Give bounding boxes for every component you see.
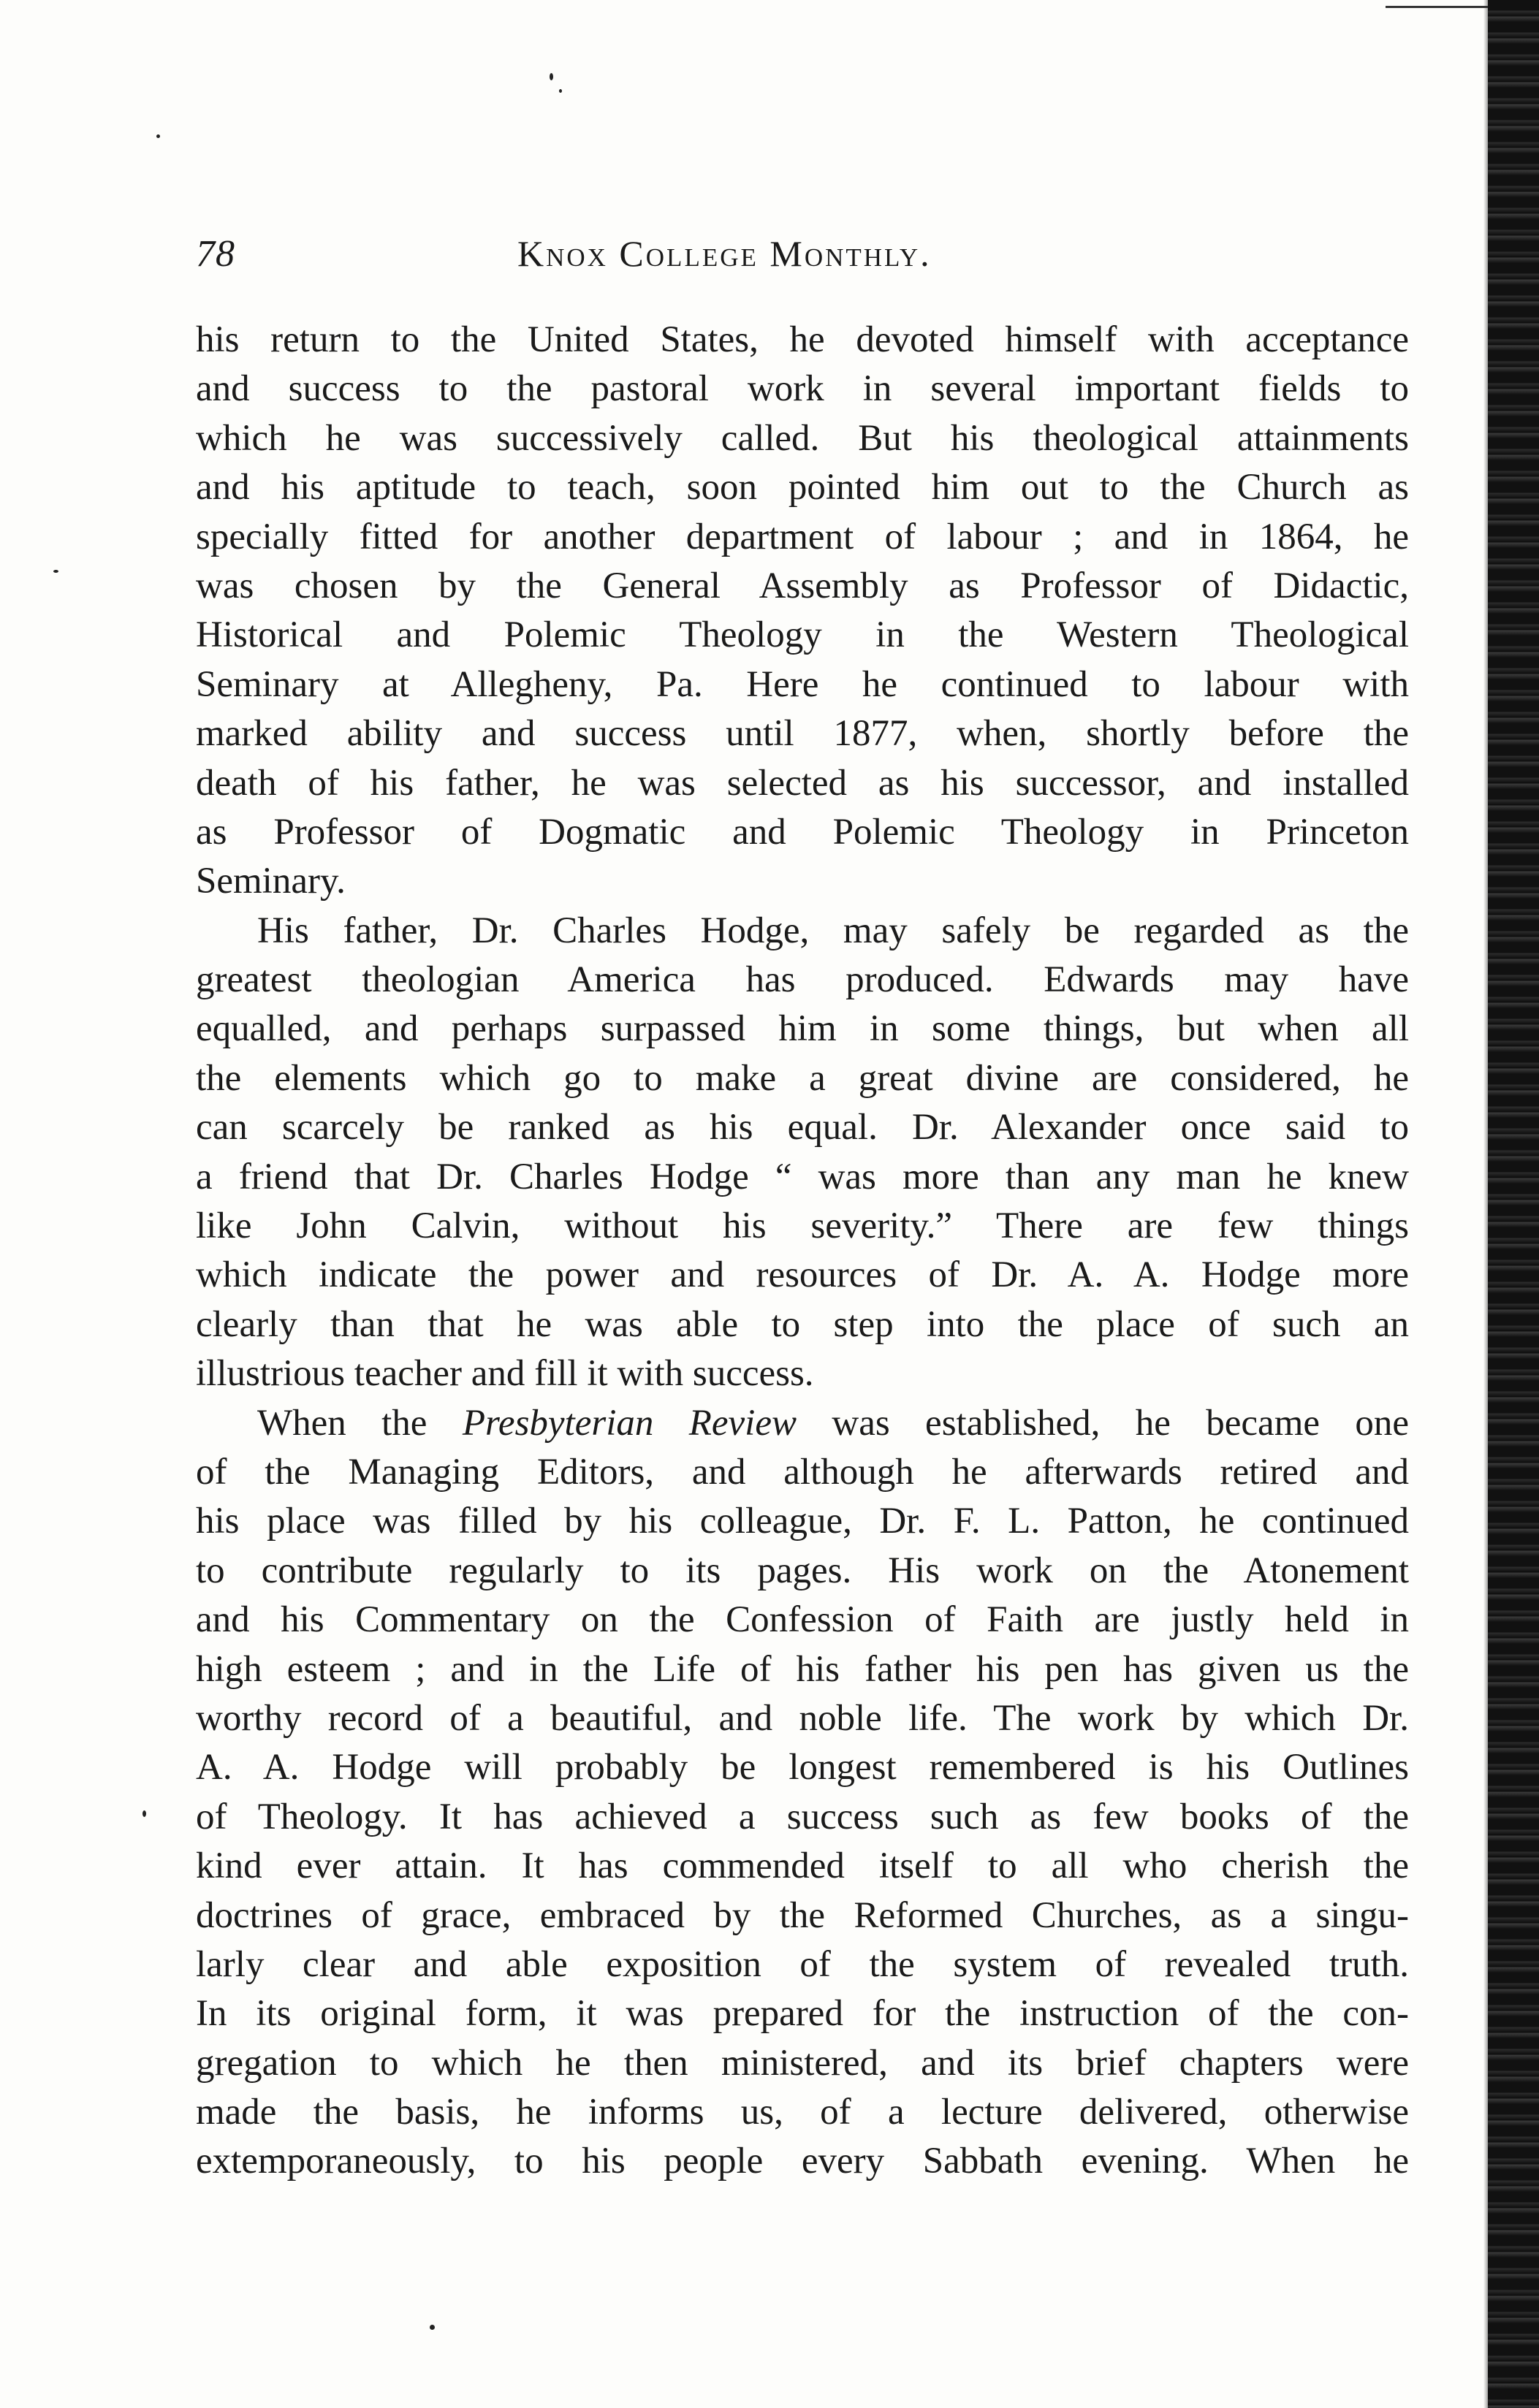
text-line: equalled, and perhaps surpassed him in some things, but when all: [196, 1008, 1409, 1050]
text-line: the elements which go to make a great divine are considered, he: [196, 1057, 1409, 1099]
line-end: was established, he became one: [797, 1402, 1409, 1444]
text-line: his return to the United States, he devoted himself with acceptance: [196, 319, 1409, 360]
text-line: In its original form, it was prepared for the instruction of the con-: [196, 1993, 1409, 2035]
text-line: extemporaneously, to his people every Sabbath evening. When he: [196, 2141, 1409, 2182]
text-line: clearly than that he was able to step into the place of such an: [196, 1303, 1409, 1345]
text-line: and his aptitude to teach, soon pointed him out to the Church as: [196, 467, 1409, 508]
scan-speck: [156, 134, 160, 138]
text-line: to contribute regularly to its pages. His work on the Atonement: [196, 1550, 1409, 1591]
text-line: greatest theologian America has produced. Edwards may have: [196, 959, 1409, 1001]
page-number: 78: [196, 233, 235, 275]
text-line: and success to the pastoral work in several important fields to: [196, 368, 1409, 410]
scan-speck: [559, 89, 562, 93]
text-line: worthy record of a beautiful, and noble life. The work by which Dr.: [196, 1697, 1409, 1739]
text-line: Historical and Polemic Theology in the Western Theological: [196, 614, 1409, 656]
body-text: [196, 316, 1409, 2187]
running-head: [196, 232, 1409, 291]
text-line: kind ever attain. It has commended itself to all who cherish the: [196, 1845, 1409, 1887]
text-line: His father, Dr. Charles Hodge, may safely be regarded as the: [257, 910, 1409, 951]
binding-edge: [1488, 0, 1539, 2408]
text-line: can scarcely be ranked as his equal. Dr. Alexander once said to: [196, 1107, 1409, 1148]
text-line: death of his father, he was selected as his successor, and installed: [196, 762, 1409, 804]
text-line: Seminary.: [196, 861, 346, 902]
text-line: as Professor of Dogmatic and Polemic Theology in Princeton: [196, 811, 1409, 853]
text-line: gregation to which he then ministered, and its brief chapters were: [196, 2042, 1409, 2084]
text-line: like John Calvin, without his severity.” There are few things: [196, 1205, 1409, 1247]
top-rule: [1386, 6, 1488, 8]
text-line: a friend that Dr. Charles Hodge “ was more than any man he knew: [196, 1156, 1409, 1197]
text-line: of the Managing Editors, and although he afterwards retired and: [196, 1451, 1409, 1493]
text-line: Seminary at Allegheny, Pa. Here he continued to labour with: [196, 663, 1409, 705]
text-line: which indicate the power and resources of Dr. A. A. Hodge more: [196, 1254, 1409, 1296]
text-line: his place was filled by his colleague, Dr. F. L. Patton, he continued: [196, 1501, 1409, 1542]
text-line: doctrines of grace, embraced by the Reformed Churches, as a singu-: [196, 1894, 1409, 1936]
line-start: When the: [257, 1402, 463, 1444]
scan-speck: [142, 1810, 146, 1817]
text-line: specially fitted for another department of labour ; and in 1864, he: [196, 516, 1409, 557]
journal-title: Knox College Monthly.: [517, 233, 932, 274]
text-line: and his Commentary on the Confession of Faith are justly held in: [196, 1599, 1409, 1641]
text-line: [196, 1399, 1409, 1448]
text-line: was chosen by the General Assembly as Professor of Didactic,: [196, 565, 1409, 606]
text-line: larly clear and able exposition of the system of revealed truth.: [196, 1943, 1409, 1985]
text-line: high esteem ; and in the Life of his father his pen has given us the: [196, 1648, 1409, 1690]
text-line: marked ability and success until 1877, when, shortly before the: [196, 713, 1409, 755]
scan-speck: [53, 570, 58, 573]
text-line: made the basis, he informs us, of a lecture delivered, otherwise: [196, 2092, 1409, 2133]
italic-title: Presbyterian Review: [462, 1402, 797, 1444]
text-line: illustrious teacher and fill it with success.: [196, 1353, 814, 1395]
scan-speck: [550, 73, 553, 80]
scan-speck: [430, 2325, 435, 2330]
text-line: of Theology. It has achieved a success such as few books of the: [196, 1796, 1409, 1837]
text-line: A. A. Hodge will probably be longest remembered is his Outlines: [196, 1747, 1409, 1788]
text-line: which he was successively called. But his theological attainments: [196, 417, 1409, 459]
